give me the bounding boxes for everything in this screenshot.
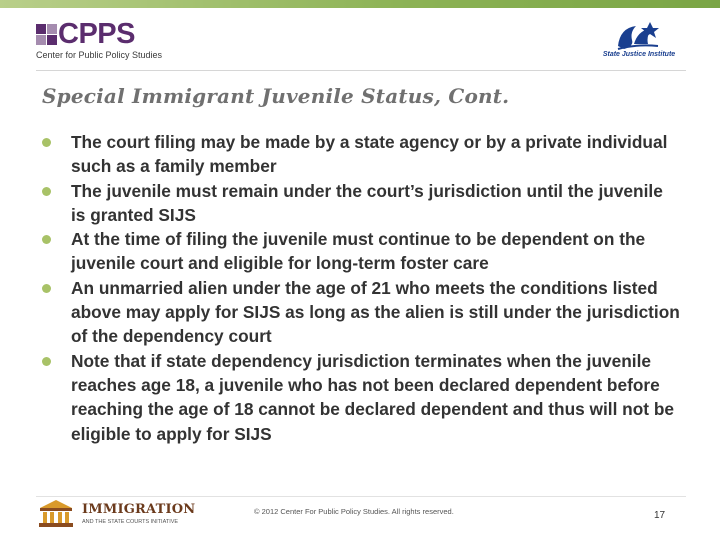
sji-emblem-icon <box>614 18 664 52</box>
bullet-list <box>42 130 682 446</box>
bullet-text: An unmarried alien under the age of 21 who meets the conditions listed above may apply for SIJS as long as the alien is still under the jurisdiction of the dependency court <box>71 277 680 347</box>
bullet-dot-icon <box>42 138 51 147</box>
copyright-notice: © 2012 Center For Public Policy Studies. All rights reserved. <box>254 507 454 516</box>
immigration-logo-text: IMMIGRATION <box>82 502 196 517</box>
sji-logo-text: State Justice Institute <box>602 51 676 58</box>
bullet-item <box>42 349 682 446</box>
page-number: 17 <box>654 510 666 521</box>
cpps-logo-subtitle: Center for Public Policy Studies <box>36 50 163 60</box>
footer-divider <box>36 496 686 497</box>
bullet-dot-icon <box>42 357 51 366</box>
bullet-text: Note that if state dependency jurisdiction terminates when the juvenile reaches age 18, a juvenile who has not been declared dependent before reaching the age of 18 cannot be declared dependent and thus will not be eligible to apply for SIJS <box>71 350 675 444</box>
immigration-logo <box>36 498 196 530</box>
slide-title: Special Immigrant Juvenile Status, Cont. <box>42 84 510 108</box>
top-accent-bar <box>0 0 720 8</box>
bullet-dot-icon <box>42 235 51 244</box>
bullet-item <box>42 130 682 179</box>
bullet-item <box>42 227 682 276</box>
sji-logo <box>596 18 682 62</box>
bullet-text: At the time of filing the juvenile must continue to be dependent on the juvenile court and eligible for long-term foster care <box>71 229 646 274</box>
bullet-text: The court filing may be made by a state agency or by a private individual such as a family member <box>71 132 668 177</box>
immigration-logo-subtitle: AND THE STATE COURTS INITIATIVE <box>82 519 179 525</box>
bullet-dot-icon <box>42 284 51 293</box>
bullet-item <box>42 276 682 349</box>
cpps-logo-mark <box>36 24 58 46</box>
bullet-text: The juvenile must remain under the court’s jurisdiction until the juvenile is granted SIJS <box>71 180 663 225</box>
bullet-item <box>42 179 682 228</box>
cpps-logo <box>36 18 176 64</box>
cpps-logo-text: CPPS <box>58 18 135 50</box>
courthouse-icon <box>36 498 76 528</box>
bullet-dot-icon <box>42 187 51 196</box>
header-divider <box>36 70 686 71</box>
